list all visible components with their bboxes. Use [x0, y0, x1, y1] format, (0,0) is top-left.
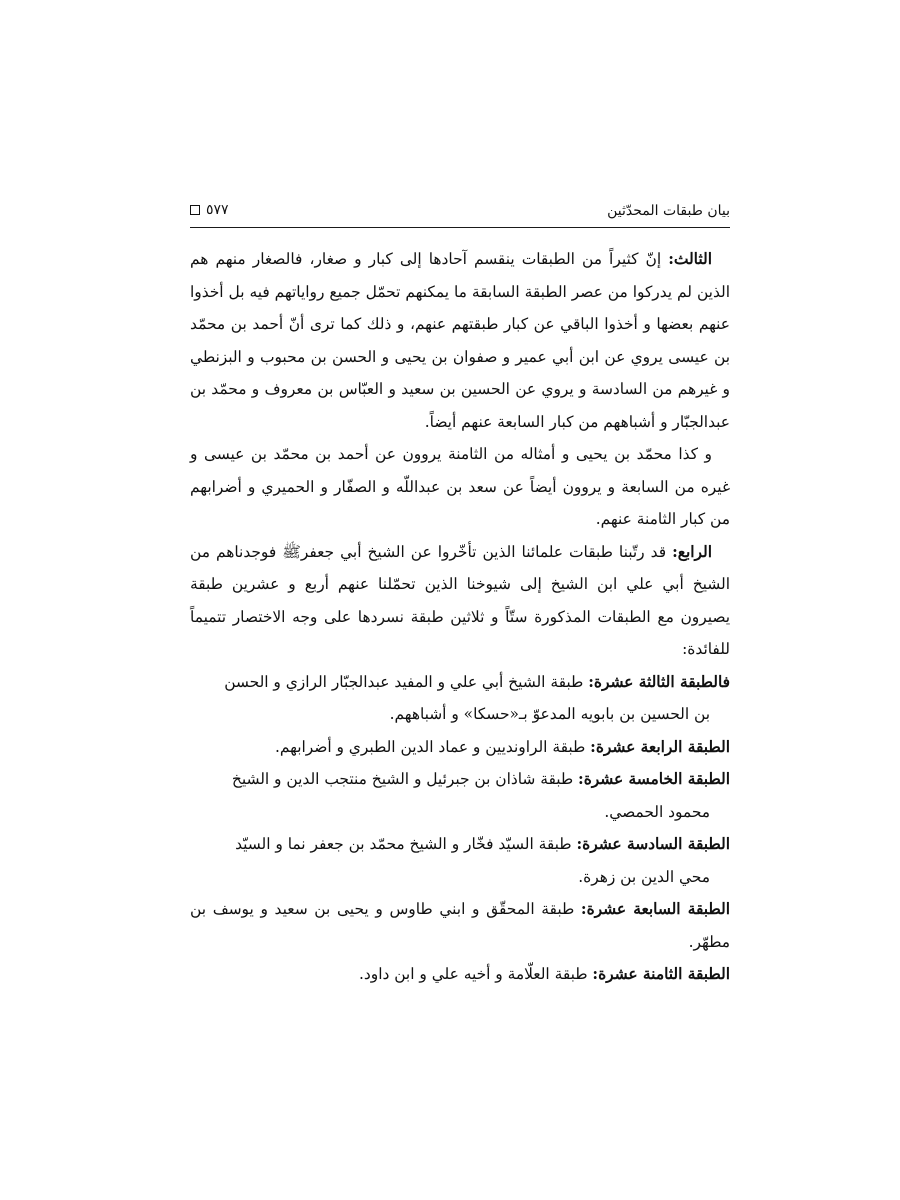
layer-text: طبقة العلّامة و أخيه علي و ابن داود. [359, 965, 588, 983]
running-title: بيان طبقات المحدّثين [607, 203, 730, 219]
paragraph-continuation [190, 438, 730, 536]
layer-text: طبقة السيّد فخّار و الشيخ محمّد بن جعفر نما و السيّد [235, 835, 572, 853]
layer-item-17 [190, 893, 730, 958]
layer-text: طبقة شاذان بن جبرئيل و الشيخ منتجب الدين و الشيخ [231, 770, 574, 788]
layer-item-13 [190, 666, 730, 731]
layers-list [190, 666, 730, 991]
page-number-area [190, 202, 229, 218]
paragraph-third-point [190, 243, 730, 438]
layer-label: الطبقة الخامسة عشرة: [578, 770, 730, 788]
layer-continuation: محي الدين بن زهرة. [578, 867, 710, 886]
layer-label: الطبقة السابعة عشرة: [580, 900, 730, 918]
book-page [190, 195, 730, 983]
layer-continuation: محمود الحمصي. [604, 802, 710, 821]
page-header [190, 195, 730, 228]
layer-item-16 [190, 828, 730, 893]
layer-item-18 [190, 958, 730, 991]
layer-text: طبقة المحقّق و ابني طاوس و يحيى بن سعيد و يوسف بن مطهّر. [190, 900, 730, 951]
layer-text: طبقة الراونديين و عماد الدين الطبري و أضرابهم. [274, 737, 586, 756]
paragraph-label: الثالث: [668, 250, 712, 268]
layer-continuation: بن الحسين بن بابويه المدعوّ بـ«حسكا» و أشباههم. [389, 705, 710, 723]
paragraph-label: الرابع: [672, 542, 712, 561]
page-content [190, 243, 730, 991]
layer-text: طبقة الشيخ أبي علي و المفيد عبدالجبّار الرازي و الحسن [224, 672, 584, 691]
layer-label: الطبقة الرابعة عشرة: [590, 737, 730, 756]
layer-label: فالطبقة الثالثة عشرة: [588, 672, 730, 691]
paragraph-fourth-point [190, 536, 730, 666]
square-icon [190, 205, 200, 215]
paragraph-text: إنّ كثيراً من الطبقات ينقسم آحادها إلى كبار و صغار، فالصغار منهم هم الذين لم يدركوا من عصر الطبقة السابقة ما يمكنهم تحمّل جميع رواياتهم فيه بل أخذوا عنهم بعضها و أخذوا الباقي عن كبار طبقتهم عنهم، و ذلك كما ترى أنّ أحمد بن محمّد بن عيسى يروي عن ابن أبي عمير و صفوان بن يحيى و الحسن بن محبوب و البزنطي و غيرهم من السادسة و يروي عن الحسين بن سعيد و العبّاس بن معروف و محمّد بن عبدالجبّار و أشباههم من كبار السابعة عنهم أيضاً. [190, 250, 730, 431]
paragraph-text: و كذا محمّد بن يحيى و أمثاله من الثامنة يروون عن أحمد بن محمّد بن عيسى و غيره من السابعة و يروون أيضاً عن سعد بن عبداللّه و الصفّار و الحميري و أضرابهم من كبار الثامنة عنهم. [190, 445, 730, 528]
layer-item-15 [190, 763, 730, 828]
paragraph-text: قد رتّبنا طبقات علمائنا الذين تأخّروا عن الشيخ أبي جعفرﷺ فوجدناهم من الشيخ أبي علي ابن الشيخ إلى شيوخنا الذين تحمّلنا عنهم أربع و عشرين طبقة يصيرون مع الطبقات المذكورة ستّاً و ثلاثين طبقة نسردها على وجه الاختصار تتميماً للفائدة: [190, 542, 730, 658]
page-number: ٥٧٧ [206, 202, 229, 218]
layer-label: الطبقة الثامنة عشرة: [592, 965, 730, 983]
layer-label: الطبقة السادسة عشرة: [576, 835, 730, 853]
layer-item-14 [190, 731, 730, 764]
